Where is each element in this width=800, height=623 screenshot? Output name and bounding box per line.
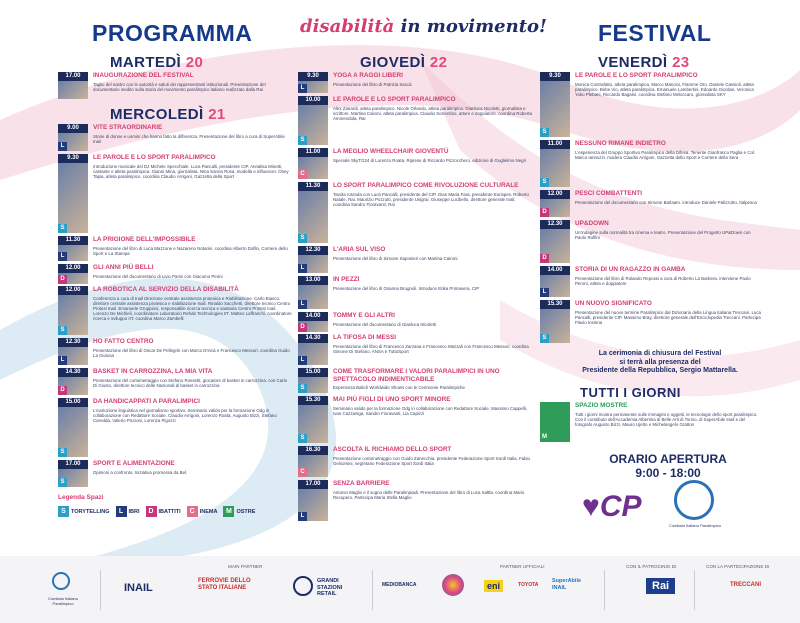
event-title: IN PEZZI (333, 276, 360, 283)
main-partner-label: MAIN PARTNER (228, 564, 263, 569)
event-body (328, 446, 532, 477)
legend-label: TORYTELLING (71, 508, 110, 515)
event-item (298, 312, 532, 331)
event-item (540, 140, 762, 187)
grandi-stazioni-logo: GRANDI STAZIONI RETAIL (317, 578, 343, 597)
event-body (88, 460, 187, 487)
festival-title: FESTIVAL (598, 20, 712, 46)
legend-swatch: D (146, 506, 157, 517)
event-body (328, 480, 532, 521)
event-body (88, 286, 292, 335)
event-category-badge: L (298, 84, 307, 93)
event-description: Presentazione del documentario con Simone Barlaam. introduce Daniele Palizzotto, Italpesca (575, 199, 757, 205)
event-item (58, 236, 292, 261)
event-item (298, 246, 532, 273)
event-description: Tavola rotonda con Luca Pancalli, presidente del CIP. Gian Maria Fara, presidente Eurispes. Roberto Natale, Rai. Maurizio Pozzutti, presidente Usigrai. Giuseppe Lucibello, direttore generale Inail. coordina Sandro Fioravanti, Rai (333, 191, 529, 207)
event-category-badge: L (298, 264, 307, 273)
event-thumbnail (540, 72, 570, 137)
event-thumbnail (298, 446, 328, 477)
event-category-badge: S (540, 128, 549, 137)
event-title: INAUGURAZIONE DEL FESTIVAL (93, 72, 194, 79)
event-body (88, 154, 292, 233)
event-category-badge: M (542, 434, 547, 440)
event-category-badge: C (298, 170, 307, 179)
event-time: 15.30 (298, 396, 328, 405)
closing-ceremony (560, 350, 760, 376)
event-item (298, 446, 532, 477)
event-thumbnail (58, 154, 88, 233)
event-body (328, 72, 412, 93)
cip-footer-label: Comitato Italiano Paralimpico (47, 596, 78, 606)
event-description: Presentazione del documentario di Gianluca Nicoletti (333, 321, 436, 327)
event-title: LE PAROLE E LO SPORT PARALIMPICO (575, 72, 698, 79)
event-time: 13.00 (298, 276, 328, 285)
event-body (570, 220, 762, 263)
event-body (328, 148, 526, 179)
event-time: 14.30 (58, 368, 88, 377)
event-item (298, 72, 532, 93)
event-thumbnail (298, 182, 328, 243)
event-title: STORIA DI UN RAGAZZO IN GAMBA (575, 266, 686, 273)
event-category-badge: S (298, 234, 307, 243)
toyota-logo: TOYOTA (518, 582, 539, 588)
event-thumbnail (298, 276, 328, 309)
event-body (328, 182, 532, 243)
event-photo (58, 163, 88, 233)
logo-abilita: abilità (329, 16, 395, 37)
sponsor-footer (0, 556, 800, 623)
event-title: LA ROBOTICA AL SERVIZIO DELLA DISABILITÀ (93, 286, 239, 293)
cip-logo (674, 480, 714, 520)
event-thumbnail (298, 368, 328, 393)
event-thumbnail (58, 286, 88, 335)
event-description: Storie di donne e uomini che hanno fatto la differenza. Presentazione del libro a cura di SuperAbile Inail (93, 133, 285, 144)
partner-round-logo (442, 574, 464, 596)
event-time: 17.00 (58, 72, 88, 81)
event-item (58, 264, 292, 283)
event-body (88, 398, 292, 457)
event-thumbnail (58, 72, 88, 99)
event-body (88, 236, 292, 261)
event-description: Presentazione del libro di Oscar De Pellegrin con Marco D'Incà e Francesco Messori. coordina Guido La Gioiosa (93, 347, 290, 358)
event-category-badge: S (58, 478, 67, 487)
event-time: 17.00 (58, 460, 88, 469)
event-description: Introduzione musicale del DJ Michele Specchiale. Luca Pancalli, presidente CIP. Annalisa Minetti, cantante e atleta paralimpica. Gianni Mina, giornalista. Nina Sanna Rosa, modella e influencer. Oney Tapia, atleta paralimpico. coordina Claudio Arrigoni, Gazzetta della Sport (93, 163, 289, 179)
event-thumbnail (298, 96, 328, 145)
event-body (570, 140, 762, 187)
event-title: GLI ANNI PIÙ BELLI (93, 264, 154, 271)
event-time: 9.30 (58, 154, 88, 163)
event-thumbnail (58, 236, 88, 261)
event-item (540, 72, 762, 137)
festival-logo (300, 16, 547, 37)
event-body (88, 124, 292, 151)
event-thumbnail (58, 264, 88, 284)
event-time: 12.00 (58, 286, 88, 295)
mediobanca-logo: MEDIOBANCA (382, 582, 417, 588)
legend-label: OSTRE (236, 508, 256, 515)
day-giovedi: GIOVEDÌ 22 (360, 54, 448, 71)
event-description: Un'indagine sulla normalità tra cinema e teatro. Presentazione del Progetto UP&Down con Paolo Ruffini (575, 229, 751, 240)
event-category-badge: L (58, 252, 67, 261)
event-description: Antonio Maglio e il sogno delle Paralimpiadi. Presentazione del libro di Luca Saltta. coordina Mario Recupero. Partecipa Maria Stella Maglio (333, 489, 525, 500)
event-title: LA TIFOSA DI MESSI (333, 334, 397, 341)
event-title: UN NUOVO SIGNIFICATO (575, 300, 652, 307)
event-item (58, 72, 292, 99)
grandi-stazioni-icon (293, 576, 313, 596)
event-time: 12.30 (298, 246, 328, 255)
event-description: Presentazione cortometraggio con Guido Zanecchia, presidente Federazione Sport Sordi Italia. Fabio Gelsomini, segretario Federazione Sport Sordi Italia (333, 455, 530, 466)
legend-swatch: M (223, 506, 234, 517)
closing-line-2: si terrà alla presenza del (619, 358, 701, 366)
event-title: LE PAROLE E LO SPORT PARALIMPICO (333, 96, 456, 103)
event-category-badge: D (58, 386, 67, 395)
event-description: Presentazione del libro di Patrizia Saccà (333, 81, 412, 87)
event-category-badge: L (58, 142, 67, 151)
event-item (298, 480, 532, 521)
event-title: TOMMY E GLI ALTRI (333, 312, 395, 319)
event-time: 9.00 (58, 124, 88, 133)
legend-item (146, 506, 181, 517)
event-category-badge: S (298, 434, 307, 443)
event-title: LA MEGLIO WHEELCHAIR GIOVENTÙ (333, 148, 449, 155)
event-item (58, 124, 292, 151)
event-body (328, 396, 532, 443)
event-body (570, 266, 762, 297)
event-thumbnail (540, 220, 570, 263)
event-category-badge: S (58, 326, 67, 335)
event-title: MAI PIÙ FIGLI DI UNO SPORT MINORE (333, 396, 451, 403)
event-time: 11.30 (58, 236, 88, 245)
event-body (328, 246, 457, 273)
event-description: Presentazione del documentario di Livio Parisi con Giacomo Perini (93, 273, 223, 279)
event-time: 14.30 (298, 334, 328, 343)
day-venerdi: VENERDÌ 23 (598, 54, 690, 71)
event-body (328, 96, 532, 145)
event-description: Tutti i giorni mostra permanente sulle immagini e oggetti, le tecnologie dello sport paralimpico. Con il contributo dell'Accademia Albertina di Belle Arti di Torino, di SuperAbile Inail e del fotografo Augusto Bizzi, Mauro Ujetto e Michelangelo Gratton (575, 411, 758, 427)
cip-caption: Comitato Italiano Paralimpico (668, 523, 722, 528)
event-thumbnail (298, 246, 328, 273)
event-description: L'esperienza del Gruppo Sportivo Paralimpico della Difesa. Tenente Gianfranco Paglia e Col. Marco Iannuzzi. modera Claudio Arrigoni, Gazzetta dello Sport e Corriere della Sera (575, 149, 756, 160)
event-body (570, 300, 762, 343)
event-thumbnail (540, 402, 570, 442)
event-thumbnail (58, 124, 88, 151)
event-description: Taglio del nastro con le autorità e saluti dei rappresentanti istituzionali. Presentazione del documentario inedito sulla storia del movimento paralimpico italiano realizzato dalla Rai (93, 81, 266, 92)
event-time: 15.00 (298, 368, 328, 377)
event-description: Seminario valido per la formazione Odg in collaborazione con Redattore Sociale. Massimo Cappelli, Ivan Cazzaniga, Sandro Fioravanti, Lia Capizzi (333, 405, 528, 416)
event-title: NESSUNO RIMANE INDIETRO (575, 140, 666, 147)
event-time: 12.00 (540, 190, 570, 199)
event-title: LE PAROLE E LO SPORT PARALIMPICO (93, 154, 216, 161)
patrocinio-label: CON IL PATROCINIO DI (626, 564, 677, 569)
legend-label: IBATTITI (158, 508, 181, 515)
event-description: Presentazione del cortometraggio con Stefano Rossetti, giocatore di basket in carrozzina. con Carlo Di Giusto, direttore tecnico delle Nazionali di basket in carrozzina (93, 377, 288, 388)
event-title: YOGA A RAGGI LIBERI (333, 72, 403, 79)
logo-rest: in movimento! (400, 16, 547, 37)
event-title: SPORT E ALIMENTAZIONE (93, 460, 175, 467)
legend-item (116, 506, 140, 517)
event-body (328, 312, 436, 331)
event-time: 10.00 (298, 96, 328, 105)
event-title: HO FATTO CENTRO (93, 338, 154, 345)
event-thumbnail (540, 190, 570, 217)
event-thumbnail (58, 398, 88, 457)
opening-hours-label: ORARIO APERTURA (609, 452, 727, 466)
event-item (58, 286, 292, 335)
event-body (570, 72, 762, 137)
event-category-badge: L (58, 356, 67, 365)
event-category-badge: S (540, 178, 549, 187)
event-category-badge: L (298, 300, 307, 309)
legend (58, 506, 255, 517)
event-description: Presentazione del libro di Francesco Zarzana e Francesco Mazzali con Francesco Messori. coordina Simone Di Stefano, ANSA e TuttoSport (333, 343, 529, 354)
partner-label: PARTNER UFFICIALI (500, 564, 545, 569)
superabile-logo: SuperAbile INAIL (552, 578, 582, 591)
event-description: Esperienza Balich Worldwide Shows con le Cerimonie Paralimpiche (333, 385, 465, 390)
event-item (298, 148, 532, 179)
event-title: SPAZIO MOSTRE (575, 402, 628, 409)
event-item (540, 220, 762, 263)
legend-item (187, 506, 218, 517)
event-title: LA PRIGIONE DELL'IMPOSSIBILE (93, 236, 196, 243)
rai-logo: Rai (646, 578, 675, 594)
legend-item (58, 506, 110, 517)
event-category-badge: S (58, 224, 67, 233)
event-item (298, 96, 532, 145)
legend-item (223, 506, 255, 517)
event-time: 9.30 (540, 72, 570, 81)
legend-title: Legenda Spazi (58, 494, 104, 501)
event-title: VITE STRAORDINARIE (93, 124, 163, 131)
event-item (58, 338, 292, 365)
opening-hours (598, 452, 738, 480)
event-body (88, 368, 292, 395)
cip-footer-icon (52, 572, 70, 590)
event-description: Monica Contrafatto, atleta paralimpica. Marco Mancini, Fiamme Oro. Daniele Cassioli, atleta paralimpico. Bebe Vio, atleta paralimpica. Emanuele Lambertini, Edoardo Giordan, Veronica Yoko Plebani, Riccardo Bagaini. coordina Stefano Meloccaro, giornalista SKY (575, 81, 754, 97)
event-body (88, 264, 223, 283)
event-body (88, 72, 292, 99)
event-title: DA HANDICAPPATI A PARALIMPICI (93, 398, 200, 405)
event-item (298, 368, 532, 393)
event-category-badge: D (540, 208, 549, 217)
event-body (328, 368, 532, 393)
event-item (540, 266, 762, 297)
event-category-badge: L (298, 356, 307, 365)
partecipazione-label: CON LA PARTECIPAZIONE DI (706, 564, 770, 569)
event-title: LO SPORT PARALIMPICO COME RIVOLUZIONE CULTURALE (333, 182, 519, 189)
event-thumbnail (298, 334, 328, 365)
event-category-badge: D (540, 254, 549, 263)
opening-hours-value: 9:00 - 18:00 (635, 466, 701, 480)
event-time: 12.30 (58, 338, 88, 347)
event-thumbnail (298, 72, 328, 93)
event-item (298, 396, 532, 443)
programma-title: PROGRAMMA (92, 20, 253, 46)
event-title: UP&DOWN (575, 220, 609, 227)
legend-swatch: C (187, 506, 198, 517)
event-category-badge: D (298, 323, 307, 332)
event-item (298, 334, 532, 365)
event-thumbnail (58, 460, 88, 487)
event-category-badge: S (298, 384, 307, 393)
event-description: Presentazione del nuovo termine Paralimpico dal Dizionario della Lingua italiana Treccani. Luca Pancalli, presidente CIP. Massimo Bray, direttore generale dell'Enciclopedia Treccani. Partecipa Flavio Insinna (575, 309, 761, 325)
closing-line-1: La cerimonia di chiusura del Festival (598, 350, 722, 357)
event-description: Speciale SkyTG24 di Lorenzo Roata. Riprese di Riccardo Pizzocchero, edizione di Guglielmo Negri (333, 157, 527, 163)
event-title: L'ARIA SUL VISO (333, 246, 386, 253)
event-body (570, 190, 757, 217)
event-thumbnail (58, 338, 88, 365)
event-category-badge: S (540, 334, 549, 343)
day-martedi: MARTEDÌ 20 (110, 54, 204, 71)
event-time: 9.30 (298, 72, 328, 81)
event-item (540, 190, 762, 217)
event-description: L'evoluzione linguistica nel giornalismo sportivo. Seminario valido per la formazione Odg in collaborazione con Redattore Sociale. Claudio Arrigoni, Lorenzo Roata, Augusto Bizzi, Stefano Caredda, Valerio Piccioni, Lorenza Pigozzi (93, 407, 277, 423)
event-time: 14.00 (540, 266, 570, 275)
event-description: Opinioni a confronto. Iniziativa promossa da Bel. (93, 469, 188, 475)
event-body (328, 334, 532, 365)
event-category-badge: S (58, 448, 67, 457)
event-thumbnail (540, 300, 570, 343)
legend-swatch: S (58, 506, 69, 517)
event-thumbnail (298, 312, 328, 332)
event-item (58, 154, 292, 233)
event-thumbnail (298, 480, 328, 521)
event-photo (58, 81, 88, 99)
legend-label: IBRI (128, 508, 140, 515)
day-mercoledi: MERCOLEDÌ 21 (110, 106, 226, 123)
event-time: 15.30 (540, 300, 570, 309)
event-description: Alex Zanardi, atleta paralimpico. Nicole Orlando, atleta paralimpica. Gianluca Nicoletti, giornalista e scrittore. Martina Caironi, atleta paralimpica. Claudio Sorrentino, attore e doppiatore. coordina Roberta Ammendola, Rai (333, 105, 532, 121)
event-thumbnail (298, 148, 328, 179)
event-body (88, 338, 292, 365)
event-body (570, 402, 762, 442)
event-body (328, 276, 479, 309)
closing-line-3: Presidente della Repubblica, Sergio Mattarella. (582, 367, 738, 374)
event-description: Presentazione del libro di Luca Mazzone e Nazareno Notarini. coordina Alberto Dolfin, Corriere dello Sport e La Stampa (93, 245, 288, 256)
event-thumbnail (298, 396, 328, 443)
ferrovie-logo: FERROVIE DELLO STATO ITALIANE (198, 578, 251, 591)
event-item (540, 402, 762, 442)
event-description: Presentazione del libro di Rolando Repossi a cura di Roberto La Barbera. interviene Paolo Peroni, atleta e doppiatore (575, 275, 751, 286)
event-title: PESCI COMBATTENTI (575, 190, 642, 197)
event-item (298, 276, 532, 309)
event-item (58, 398, 292, 457)
event-time: 11.00 (540, 140, 570, 149)
event-thumbnail (540, 140, 570, 187)
eni-logo: eni (484, 580, 503, 592)
event-thumbnail (540, 266, 570, 297)
event-category-badge: D (58, 275, 67, 284)
event-description: Presentazione del libro di Simone Saponieri con Martina Caironi (333, 255, 458, 261)
event-category-badge: L (540, 288, 549, 297)
event-category-badge: C (298, 468, 307, 477)
event-time: 11.00 (298, 148, 328, 157)
event-item (298, 182, 532, 243)
event-title: BASKET IN CARROZZINA, LA MIA VITA (93, 368, 213, 375)
event-time: 15.00 (58, 398, 88, 407)
event-description: Conferenza a cura di Inail Direzione centrale assistenza protesica e Riabilitazione. Carlo Biasco, direttore centrale assistenza protesica e riabilitazione Inail. Rinaldo Sacchetti, direttore tecnico Centro Protesi Inail. Emanuele Gruppioni, responsabile ricerca tecnica e sanitaria Centro Protesi Inail. Lorenzo De Michieli, coordinatore Laboratorio Rehab Technologies IIT. Matteo Laffranchi, coordinatore ricerca e sviluppo IIT. coordina Marco Zambelli (93, 295, 292, 322)
event-time: 17.00 (298, 480, 328, 489)
event-time: 11.30 (298, 182, 328, 191)
event-time: 14.00 (298, 312, 328, 321)
event-item (540, 300, 762, 343)
treccani-logo: TRECCANI (730, 582, 761, 588)
event-title: COME TRASFORMARE I VALORI PARALIMPICI IN UNO SPETTACOLO INDIMENTICABILE (333, 368, 500, 383)
legend-label: INEMA (199, 508, 218, 515)
event-time: 12.00 (58, 264, 88, 273)
logo-dis: dis (300, 16, 330, 37)
event-thumbnail (58, 368, 88, 395)
event-title: ASCOLTA IL RICHIAMO DELLO SPORT (333, 446, 452, 453)
event-category-badge: L (298, 512, 307, 521)
event-description: Presentazione del libro di Osanna Brugnoli. Introduce Erika Primavera, CIP (333, 285, 480, 291)
event-time: 16.30 (298, 446, 328, 455)
event-item (58, 368, 292, 395)
legend-swatch: L (116, 506, 127, 517)
event-item (58, 460, 292, 487)
event-category-badge: S (298, 136, 307, 145)
festival-cp-logo: ♥CP (582, 490, 642, 523)
event-title: SENZA BARRIERE (333, 480, 390, 487)
tutti-i-giorni: TUTTI I GIORNI (580, 385, 681, 400)
inail-logo: INAIL (124, 582, 153, 594)
event-time: 12.30 (540, 220, 570, 229)
